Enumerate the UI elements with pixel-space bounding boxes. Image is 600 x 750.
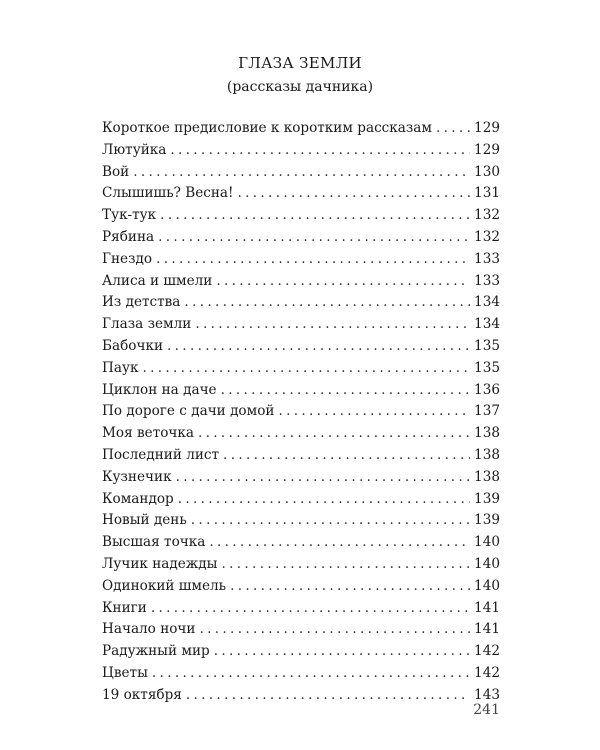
dot-leader: [195, 316, 470, 332]
toc-entry: [102, 207, 500, 229]
dot-leader: [191, 512, 470, 528]
toc-entry: [102, 600, 500, 622]
toc-entry-page: 135: [474, 337, 500, 354]
toc-entry: [102, 316, 500, 338]
toc-entry: [102, 643, 500, 665]
toc-entry-title: Короткое предисловие к коротким рассказам: [102, 120, 432, 136]
toc-entry-page: 131: [474, 185, 500, 202]
toc-entry-title: Новый день: [102, 512, 187, 529]
dot-leader: [142, 360, 470, 376]
toc-entry-page: 141: [474, 621, 500, 638]
dot-leader: [160, 207, 470, 223]
toc-entry: [102, 578, 500, 600]
dot-leader: [151, 600, 470, 616]
toc-entry-title: Вой: [102, 163, 130, 180]
toc-entry: [102, 469, 500, 491]
toc-entry: [102, 229, 500, 251]
toc-entry: [102, 142, 500, 164]
toc-entry: [102, 185, 500, 207]
toc-entry-page: 132: [474, 228, 500, 245]
toc-entry-title: Книги: [102, 599, 147, 616]
toc-entry: [102, 447, 500, 469]
toc-entry-page: 133: [474, 250, 500, 267]
toc-entry-title: Тук-тук: [102, 207, 157, 224]
toc-entry-page: 133: [474, 272, 500, 289]
toc-entry: [102, 360, 500, 382]
dot-leader: [223, 447, 470, 463]
toc-entry-page: 136: [474, 381, 500, 398]
toc-entry-page: 129: [474, 141, 500, 158]
toc-entry-title: Командор: [102, 490, 174, 507]
dot-leader: [216, 273, 470, 289]
toc-entry: [102, 382, 500, 404]
toc-entry-title: Лютуйка: [102, 141, 167, 158]
dot-leader: [230, 578, 470, 594]
dot-leader: [133, 164, 470, 180]
toc-entry-title: Лучик надежды: [102, 555, 218, 572]
toc-entry: [102, 294, 500, 316]
toc-entry-page: 139: [474, 512, 500, 529]
toc-entry-page: 138: [474, 468, 500, 485]
toc-entry-page: 138: [474, 446, 500, 463]
toc-entry: [102, 164, 500, 186]
toc-entry-page: 140: [474, 534, 500, 551]
toc-entry-page: 143: [474, 686, 500, 703]
toc-entry: [102, 403, 500, 425]
dot-leader: [199, 621, 470, 637]
toc-entry-title: Рябина: [102, 228, 155, 245]
dot-leader: [176, 469, 470, 485]
toc-entry: [102, 491, 500, 513]
dot-leader: [209, 534, 470, 550]
toc-entry-title: Глаза земли: [102, 316, 192, 333]
toc-entry-title: Цветы: [102, 664, 148, 681]
dot-leader: [156, 251, 470, 267]
toc-entry-page: 134: [474, 316, 500, 333]
toc-entry-page: 129: [474, 120, 500, 136]
toc-entry-title: По дороге с дачи домой: [102, 403, 275, 420]
dot-leader: [170, 142, 470, 158]
toc-entry-title: Слышишь? Весна!: [102, 185, 234, 202]
toc-entry-title: Паук: [102, 359, 139, 376]
dot-leader: [214, 643, 470, 659]
dot-leader: [184, 294, 470, 310]
toc-entry: [102, 556, 500, 578]
toc-entry-page: 135: [474, 359, 500, 376]
toc-entry-title: Из детства: [102, 294, 181, 311]
toc-entry-page: 141: [474, 599, 500, 616]
table-of-contents: [102, 120, 500, 709]
toc-entry-title: Кузнечик: [102, 468, 172, 485]
toc-entry-title: Гнездо: [102, 250, 153, 267]
toc-entry-page: 137: [474, 403, 500, 420]
section-title: ГЛАЗА ЗЕМЛИ: [238, 54, 362, 72]
toc-entry-title: Последний лист: [102, 446, 220, 463]
dot-leader: [221, 556, 470, 572]
toc-entry: [102, 338, 500, 360]
dot-leader: [198, 425, 470, 441]
dot-leader: [221, 382, 470, 398]
dot-leader: [158, 229, 470, 245]
toc-entry-page: 142: [474, 664, 500, 681]
dot-leader: [237, 185, 470, 201]
dot-leader: [278, 403, 470, 419]
toc-entry: [102, 425, 500, 447]
toc-entry-page: 139: [474, 490, 500, 507]
dot-leader: [167, 338, 470, 354]
toc-entry: [102, 534, 500, 556]
toc-entry-title: Циклон на даче: [102, 381, 217, 398]
dot-leader: [178, 491, 470, 507]
toc-entry-page: 134: [474, 294, 500, 311]
toc-entry-title: Начало ночи: [102, 621, 196, 638]
page-number: 241: [473, 702, 500, 718]
toc-entry-title: Бабочки: [102, 337, 164, 354]
toc-entry: [102, 621, 500, 643]
toc-entry-page: 142: [474, 643, 500, 660]
toc-entry: [102, 665, 500, 687]
toc-entry: [102, 512, 500, 534]
dot-leader: [436, 120, 470, 136]
toc-entry-page: 132: [474, 207, 500, 224]
toc-entry: [102, 120, 500, 142]
toc-entry-title: Высшая точка: [102, 534, 206, 551]
toc-entry-page: 130: [474, 163, 500, 180]
toc-entry-title: Радужный мир: [102, 643, 210, 660]
toc-entry-page: 138: [474, 425, 500, 442]
toc-entry-page: 140: [474, 577, 500, 594]
toc-entry-title: Одинокий шмель: [102, 577, 227, 594]
section-subtitle: (рассказы дачника): [226, 79, 374, 95]
toc-entry-title: 19 октября: [102, 686, 182, 703]
toc-entry-title: Алиса и шмели: [102, 272, 213, 289]
toc-entry: [102, 273, 500, 295]
toc-entry: [102, 687, 500, 709]
toc-entry-page: 140: [474, 555, 500, 572]
dot-leader: [186, 687, 470, 703]
dot-leader: [152, 665, 470, 681]
toc-entry-title: Моя веточка: [102, 425, 194, 442]
toc-entry: [102, 251, 500, 273]
